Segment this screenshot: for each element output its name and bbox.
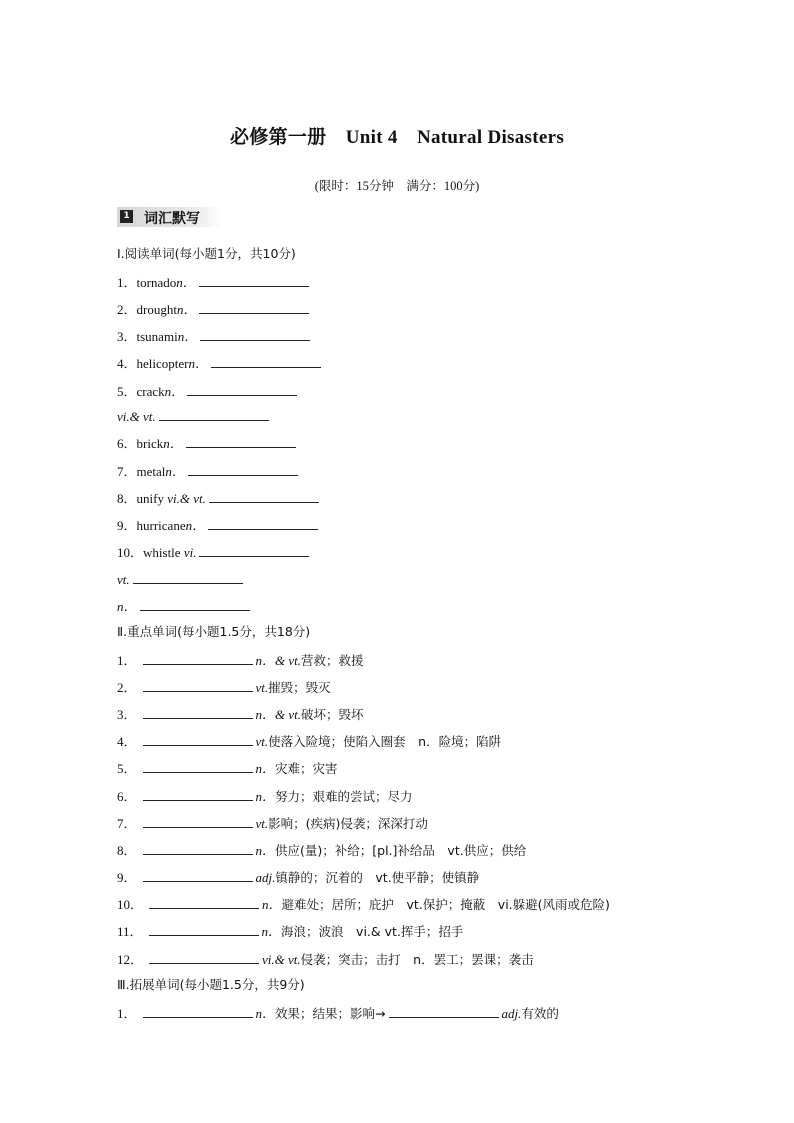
answer-blank[interactable] (159, 408, 269, 421)
answer-blank[interactable] (143, 706, 253, 719)
list-item: 8．unify vi.& vt. (117, 490, 322, 507)
answer-blank[interactable] (133, 571, 243, 584)
answer-blank[interactable] (149, 951, 259, 964)
page-title: 必修第一册 Unit 4 Natural Disasters (229, 127, 565, 148)
answer-blank[interactable] (199, 301, 309, 314)
part2-heading: Ⅱ.重点单词(每小题1.5分，共18分) (117, 624, 311, 639)
list-item: 7． vt.影响；(疾病)侵袭；深深打动 (117, 816, 428, 831)
list-item: 2．droughtn． (117, 301, 312, 318)
list-item: 1． n．& vt.营救；救援 (117, 653, 364, 668)
list-item: 4． vt.使落入险境；使陷入圈套 n．险境；陷阱 (117, 734, 502, 749)
answer-blank[interactable] (143, 815, 253, 828)
section-header (117, 207, 223, 227)
answer-blank[interactable] (143, 679, 253, 692)
answer-blank[interactable] (143, 869, 253, 882)
list-item: 5．crackn． (117, 383, 300, 400)
part1-heading: Ⅰ.阅读单词(每小题1分，共10分) (117, 246, 296, 261)
section-number-badge: 1 (120, 210, 133, 223)
answer-blank[interactable] (143, 733, 253, 746)
list-item: vt. (117, 571, 246, 588)
list-item: 2． vt.摧毁；毁灭 (117, 680, 331, 695)
page-subtitle: (限时：15分钟 满分：100分) (314, 179, 480, 193)
answer-blank[interactable] (140, 598, 250, 611)
answer-blank[interactable] (211, 355, 321, 368)
part3-heading: Ⅲ.拓展单词(每小题1.5分，共9分) (117, 977, 305, 992)
answer-blank[interactable] (188, 463, 298, 476)
list-item: 3．tsunamin． (117, 328, 313, 345)
list-item: 7．metaln． (117, 463, 301, 480)
list-item: 11． n．海浪；波浪 vi.& vt.挥手；招手 (117, 924, 464, 939)
list-item: 1．tornadon． (117, 274, 312, 291)
answer-blank[interactable] (208, 517, 318, 530)
answer-blank[interactable] (143, 842, 253, 855)
answer-blank[interactable] (143, 1005, 253, 1018)
answer-blank[interactable] (389, 1005, 499, 1018)
list-item: 6．brickn． (117, 435, 299, 452)
answer-blank[interactable] (149, 896, 259, 909)
answer-blank[interactable] (187, 383, 297, 396)
list-item: 3． n．& vt.破坏；毁坏 (117, 707, 364, 722)
list-item: 4．helicoptern． (117, 355, 324, 372)
answer-blank[interactable] (143, 652, 253, 665)
list-item: 9．hurricanen． (117, 517, 321, 534)
list-item: 9． adj.镇静的；沉着的 vt.使平静；使镇静 (117, 870, 480, 885)
list-item: 6． n．努力；艰难的尝试；尽力 (117, 789, 413, 804)
answer-blank[interactable] (200, 328, 310, 341)
list-item: 10．whistle vi. (117, 544, 312, 561)
list-item: 1． n．效果；结果；影响→ adj.有效的 (117, 1006, 559, 1021)
answer-blank[interactable] (209, 490, 319, 503)
answer-blank[interactable] (199, 274, 309, 287)
list-item: 12． vi.& vt.侵袭；突击；击打 n．罢工；罢课；袭击 (117, 952, 534, 967)
list-item: 5． n．灾难；灾害 (117, 761, 338, 776)
list-item: 8． n．供应(量)；补给；[pl.]补给品 vt.供应；供给 (117, 843, 527, 858)
answer-blank[interactable] (186, 435, 296, 448)
section-label: 词汇默写 (144, 211, 200, 227)
answer-blank[interactable] (143, 760, 253, 773)
list-item: n． (117, 598, 253, 615)
answer-blank[interactable] (199, 544, 309, 557)
list-item: vi.& vt. (117, 408, 272, 425)
answer-blank[interactable] (143, 788, 253, 801)
answer-blank[interactable] (149, 923, 259, 936)
list-item: 10． n．避难处；居所；庇护 vt.保护；掩蔽 vi.躲避(风雨或危险) (117, 897, 610, 912)
